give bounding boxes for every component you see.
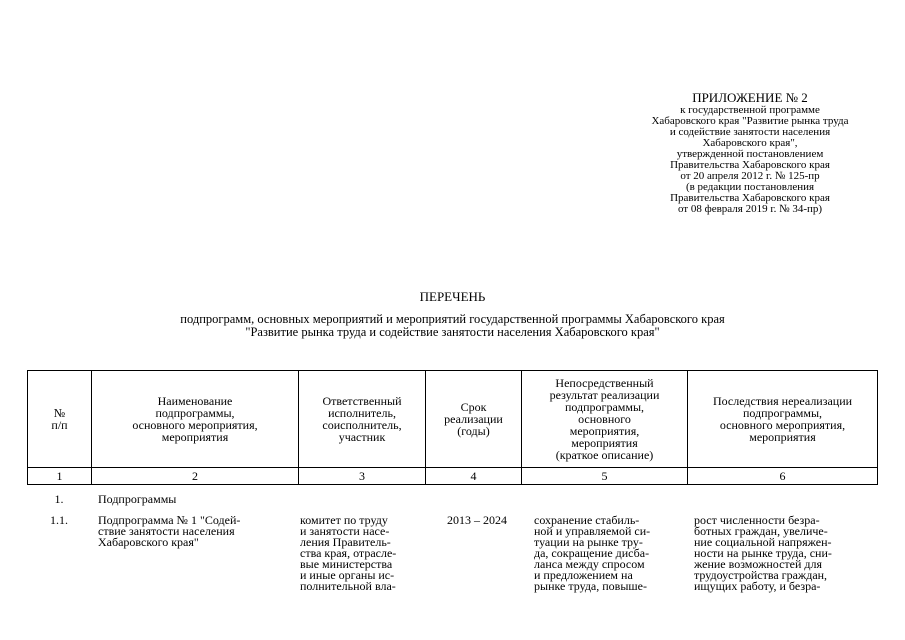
row-name: Подпрограмма № 1 "Содей- ствие занятости населения Хабаровского края" [98, 513, 241, 549]
appendix-line: Правительства Хабаровского края [670, 192, 830, 204]
header-number: № п/п [28, 371, 92, 468]
subtitle-line: подпрограмм, основных мероприятий и мероприятий государственной программы Хабаровского края [180, 312, 725, 326]
appendix-line: и содействие занятости населения [669, 126, 831, 138]
row-executor: комитет по труду и занятости насе- ления Правитель- ства края, отрасле- вые министерства и иные органы ис- полнительной вла- [300, 513, 397, 593]
appendix-line: от 20 апреля 2012 г. № 125-пр [680, 170, 820, 182]
header-name: Наименование подпрограммы, основного мероприятия, мероприятия [92, 371, 299, 468]
table-header-row [28, 371, 878, 468]
programs-table [27, 370, 878, 485]
appendix-title: ПРИЛОЖЕНИЕ № 2 [692, 90, 808, 105]
column-number: 2 [92, 468, 299, 485]
appendix-line: утвержденной постановлением [676, 148, 824, 160]
column-number: 3 [299, 468, 426, 485]
document-heading [0, 289, 905, 339]
appendix-line: Хабаровского края", [702, 137, 798, 149]
appendix-line: от 08 февраля 2019 г. № 34-пр) [677, 203, 823, 215]
row-number: 1.1. [50, 513, 68, 527]
appendix-line: Правительства Хабаровского края [670, 159, 830, 171]
subtitle-line: "Развитие рынка труда и содействие занятости населения Хабаровского края" [245, 325, 660, 339]
header-period: Срок реализации (годы) [426, 371, 522, 468]
header-result: Непосредственный результат реализации подпрограммы, основного мероприятия, мероприятия (краткое описание) [522, 371, 688, 468]
row-name: Подпрограммы [98, 492, 177, 506]
appendix-line: Хабаровского края "Развитие рынка труда [651, 115, 849, 127]
appendix-block [600, 90, 900, 215]
header-executor: Ответственный исполнитель, соисполнитель, участник [299, 371, 426, 468]
row-period: 2013 – 2024 [447, 513, 507, 527]
appendix-line: к государственной программе [680, 104, 820, 116]
column-number: 5 [522, 468, 688, 485]
header-consequences: Последствия нереализации подпрограммы, основного мероприятия, мероприятия [688, 371, 878, 468]
column-number: 4 [426, 468, 522, 485]
column-number-row [28, 468, 878, 485]
document-title: ПЕРЕЧЕНЬ [419, 289, 486, 304]
appendix-line: (в редакции постановления [685, 181, 815, 193]
column-number: 6 [688, 468, 878, 485]
column-number: 1 [28, 468, 92, 485]
row-consequences: рост численности безра- ботных граждан, увеличе- ние социальной напряжен- ности на рынке труда, сни- жение возможностей для трудоустройства граждан, ищущих работу, и безра- [694, 513, 832, 593]
document-subtitle [0, 313, 905, 339]
row-number: 1. [54, 492, 64, 506]
row-result: сохранение стабиль- ной и управляемой си- туации на рынке тру- да, сокращение дисба- ланса между спросом и предложением на рынке труда, повыше- [534, 513, 651, 593]
